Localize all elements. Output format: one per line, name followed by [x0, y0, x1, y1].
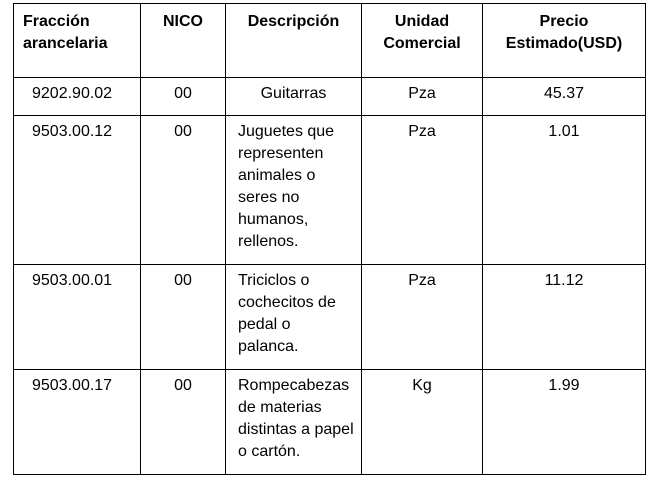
- cell-fraccion: 9503.00.17: [14, 370, 141, 475]
- cell-unidad: Pza: [362, 265, 483, 370]
- cell-descripcion: Triciclos o cochecitos de pedal o palanca.: [226, 265, 362, 370]
- cell-fraccion: 9503.00.01: [14, 265, 141, 370]
- cell-unidad: Pza: [362, 116, 483, 265]
- cell-descripcion: Juguetes que representen animales o seres no humanos, rellenos.: [226, 116, 362, 265]
- header-descripcion: Descripción: [226, 4, 362, 78]
- header-row: [14, 4, 646, 78]
- cell-descripcion: Rompecabezas de materias distintas a papel o cartón.: [226, 370, 362, 475]
- cell-precio: 45.37: [483, 78, 646, 116]
- cell-fraccion: 9202.90.02: [14, 78, 141, 116]
- table-row: [14, 116, 646, 265]
- cell-precio: 1.99: [483, 370, 646, 475]
- cell-unidad: Pza: [362, 78, 483, 116]
- header-precio: Precio Estimado(USD): [483, 4, 646, 78]
- cell-nico: 00: [141, 116, 226, 265]
- cell-fraccion: 9503.00.12: [14, 116, 141, 265]
- header-fraccion: Fracción arancelaria: [14, 4, 141, 78]
- table-row: [14, 370, 646, 475]
- header-nico: NICO: [141, 4, 226, 78]
- tariff-table: [13, 3, 646, 475]
- cell-precio: 11.12: [483, 265, 646, 370]
- table-row: [14, 78, 646, 116]
- cell-precio: 1.01: [483, 116, 646, 265]
- cell-nico: 00: [141, 265, 226, 370]
- header-unidad: Unidad Comercial: [362, 4, 483, 78]
- cell-unidad: Kg: [362, 370, 483, 475]
- cell-nico: 00: [141, 370, 226, 475]
- cell-nico: 00: [141, 78, 226, 116]
- cell-descripcion: Guitarras: [226, 78, 362, 116]
- table-row: [14, 265, 646, 370]
